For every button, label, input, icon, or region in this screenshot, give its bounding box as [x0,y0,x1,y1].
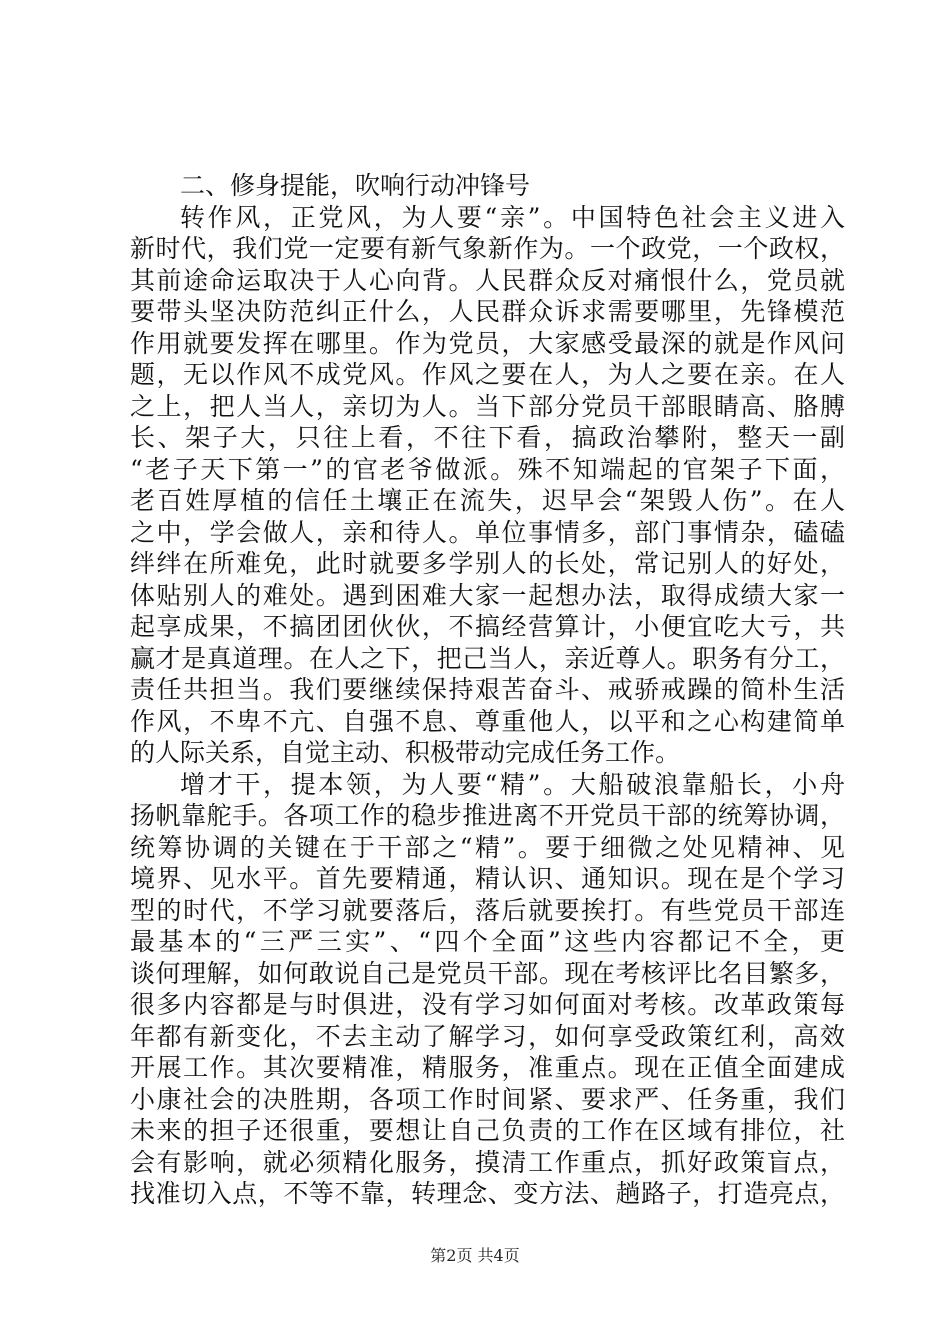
page-number-footer: 第2页 共4页 [430,1246,520,1265]
paragraph-line: 型的时代，不学习就要落后，落后就要挨打。有些党员干部连 [130,895,845,925]
paragraph-line: 责任共担当。我们要继续保持艰苦奋斗、戒骄戒躁的简朴生活 [130,675,845,704]
paragraph-line: 作风，不卑不亢、自强不息、尊重他人，以平和之心构建简单 [130,706,845,736]
paragraph-line: 之上，把人当人，亲切为人。当下部分党员干部眼睛高、胳膊 [130,391,845,421]
document-body [130,170,845,1210]
paragraph-line: 很多内容都是与时俱进，没有学习如何面对考核。改革政策每 [130,990,845,1019]
paragraph-line: 增才干，提本领，为人要“精”。大船破浪靠船长，小舟 [180,769,845,799]
paragraph-line: 起享成果，不搞团团伙伙，不搞经营算计，小便宜吃大亏，共 [130,612,845,641]
paragraph-line: 老百姓厚植的信任土壤正在流失，迟早会“架毁人伤”。在人 [130,486,845,515]
paragraph-line: 之中，学会做人，亲和待人。单位事情多，部门事情杂，磕磕 [130,517,845,547]
paragraph-line: 小康社会的决胜期，各项工作时间紧、要求严、任务重，我们 [130,1084,845,1114]
paragraph-line: 赢才是真道理。在人之下，把己当人，亲近尊人。职务有分工， [130,643,845,673]
paragraph-line: 统筹协调的关键在于干部之“精”。要于细微之处见精神、见 [130,832,845,862]
paragraph-line: 题，无以作风不成党风。作风之要在人，为人之要在亲。在人 [130,360,845,389]
paragraph-line: 谈何理解，如何敢说自己是党员干部。现在考核评比名目繁多， [130,958,845,988]
paragraph-line: 年都有新变化，不去主动了解学习，如何享受政策红利，高效 [130,1021,845,1051]
paragraph-line: 找准切入点，不等不靠，转理念、变方法、趟路子，打造亮点， [130,1179,845,1208]
paragraph-line: 未来的担子还很重，要想让自己负责的工作在区域有排位，社 [130,1116,845,1145]
paragraph-line: 体贴别人的难处。遇到困难大家一起想办法，取得成绩大家一 [130,580,845,610]
paragraph-line: 长、架子大，只往上看，不往下看，搞政治攀附，整天一副 [130,423,845,452]
paragraph-line: 扬帆靠舵手。各项工作的稳步推进离不开党员干部的统筹协调， [130,801,845,830]
paragraph-line: 会有影响，就必须精化服务，摸清工作重点，抓好政策盲点， [130,1147,845,1177]
section-heading: 二、修身提能，吹响行动冲锋号 [180,171,531,200]
paragraph-line: 转作风，正党风，为人要“亲”。中国特色社会主义进入 [180,202,845,232]
paragraph-line: 开展工作。其次要精准，精服务，准重点。现在正值全面建成 [130,1053,845,1082]
paragraph-line: 其前途命运取决于人心向背。人民群众反对痛恨什么，党员就 [130,265,845,295]
paragraph-line: 境界、见水平。首先要精通，精认识、通知识。现在是个学习 [130,864,845,893]
paragraph-line: 作用就要发挥在哪里。作为党员，大家感受最深的就是作风问 [130,328,845,358]
paragraph-line: 最基本的“三严三实”、“四个全面”这些内容都记不全，更 [130,927,845,956]
paragraph-line: “老子天下第一”的官老爷做派。殊不知端起的官架子下面， [130,454,845,484]
paragraph-line: 新时代，我们党一定要有新气象新作为。一个政党，一个政权， [130,234,845,263]
paragraph-line: 的人际关系，自觉主动、积极带动完成任务工作。 [130,738,681,767]
paragraph-line: 绊绊在所难免，此时就要多学别人的长处，常记别人的好处， [130,549,845,578]
paragraph-line: 要带头坚决防范纠正什么，人民群众诉求需要哪里，先锋模范 [130,297,845,326]
